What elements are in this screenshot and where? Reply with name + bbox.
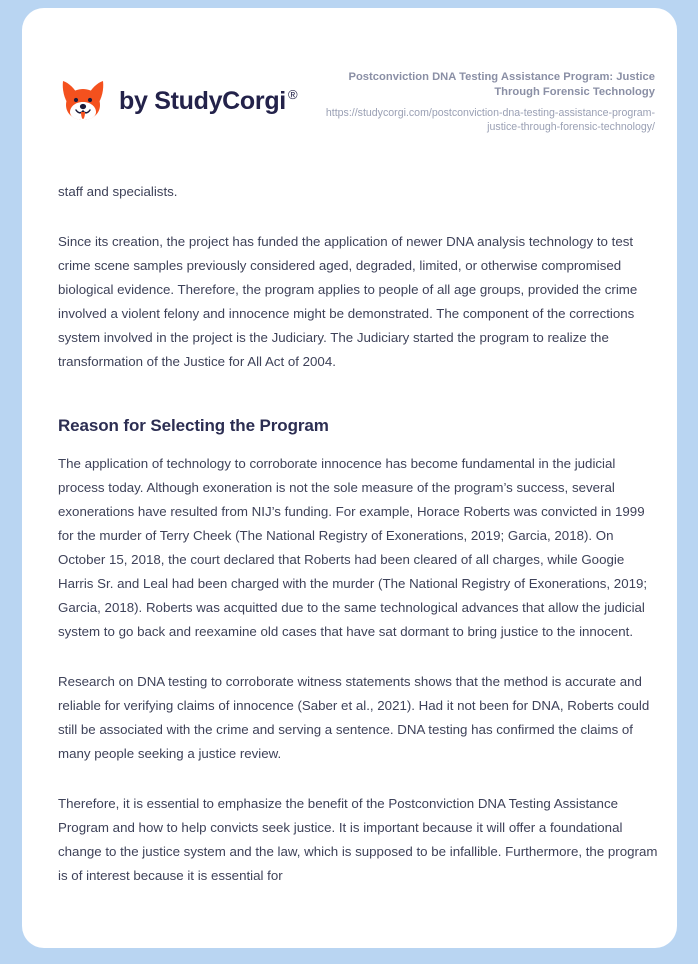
header-meta — [303, 70, 655, 134]
heading-spacer — [58, 400, 658, 414]
paragraph: staff and specialists. — [58, 184, 178, 199]
paragraph: Since its creation, the project has funded the application of newer DNA analysis technology to test crime scene samples previously considered aged, degraded, limited, or otherwise compromised biological evidence. Therefore, the program applies to people of all age groups, provided the crime involved a violent felony and innocence might be demonstrated. The component of the corrections system involved in the project is the Judiciary. The Judiciary started the program to realize the transformation of the Justice for All Act of 2004. — [58, 234, 638, 369]
paragraph: The application of technology to corroborate innocence has become fundamental in the judicial process today. Although exoneration is not the sole measure of the program’s success, several exonerations have resulted from NIJ’s funding. For example, Horace Roberts was convicted in 1999 for the murder of Terry Cheek (The National Registry of Exonerations, 2019; Garcia, 2018). On October 15, 2018, the court declared that Roberts had been cleared of all charges, while Googie Harris Sr. and Leal had been charged with the murder (The National Registry of Exonerations, 2019; Garcia, 2018). Roberts was acquitted due to the same technological advances that allow the judicial system to go back and reexamine old cases that have sat dormant to bring justice to the innocent. — [58, 456, 648, 639]
document-page-inner — [22, 8, 677, 948]
source-url[interactable]: https://studycorgi.com/postconviction-dna-testing-assistance-program-justice-through-forensic-technology/ — [325, 107, 655, 133]
brand-name — [119, 87, 297, 116]
document-header — [22, 60, 677, 152]
document-title: Postconviction DNA Testing Assistance Program: Justice Through Forensic Technology — [348, 71, 655, 98]
document-page — [22, 8, 677, 948]
document-body — [58, 180, 658, 914]
brand-name-text: by StudyCorgi — [119, 86, 286, 115]
section-heading: Reason for Selecting the Program — [58, 416, 329, 435]
studycorgi-brand[interactable] — [58, 72, 297, 128]
corgi-head-icon — [58, 75, 108, 125]
paragraph: Therefore, it is essential to emphasize the benefit of the Postconviction DNA Testing Assistance Program and how to help convicts seek justice. It is important because it will offer a foundational change to the justice system and the law, which is supposed to be infallible. Furthermore, the program is of interest because it is essential for — [58, 796, 658, 883]
paragraph: Research on DNA testing to corroborate witness statements shows that the method is accurate and reliable for verifying claims of innocence (Saber et al., 2021). Had it not been for DNA, Roberts could still be associated with the crime and serving a sentence. DNA testing has confirmed the claims of many people seeking a justice review. — [58, 674, 650, 761]
registered-trademark-icon: ® — [287, 87, 298, 103]
